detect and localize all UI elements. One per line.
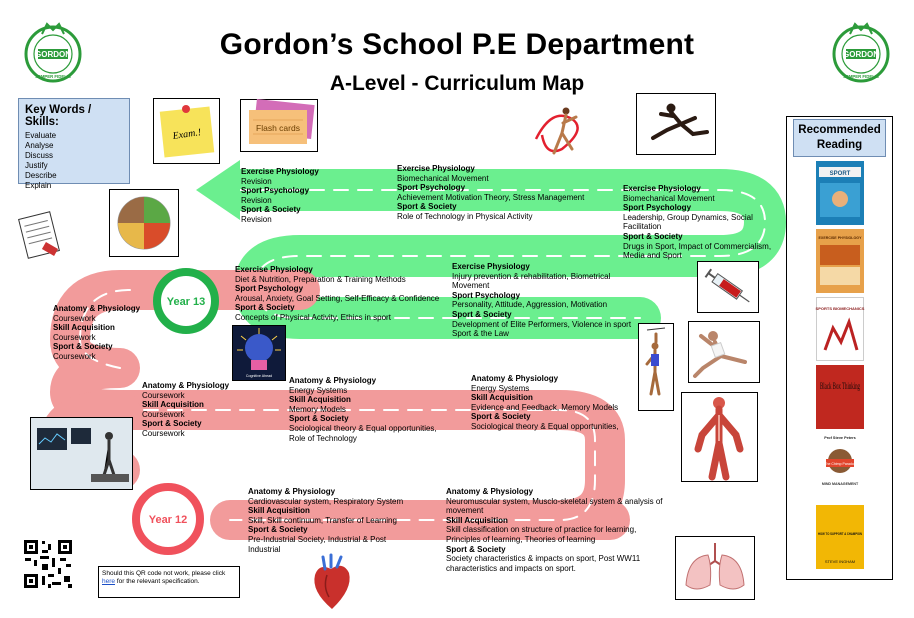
y13-mid-right-block: [452, 262, 638, 339]
y12-mid-right-block: [471, 374, 619, 432]
block-heading: Sport & Society: [446, 544, 506, 554]
page-subtitle: A-Level - Curriculum Map: [329, 72, 585, 95]
block-heading: Skill Acquisition: [53, 323, 115, 333]
recommended-reading-panel: [786, 116, 893, 580]
block-text: Revision: [241, 176, 272, 186]
specification-qr-code[interactable]: [22, 538, 74, 590]
block-text: Diet & Nutrition, Preparation & Training Methods: [235, 274, 406, 284]
crest-motto: SEMPER FIDELIS: [35, 74, 71, 79]
book-title: SPORTS BIOMECHANICS: [815, 306, 865, 311]
cognitive-label: Cognitive Ahead: [245, 374, 273, 378]
block-heading: Sport & Society: [53, 342, 113, 352]
block-heading: Skill Acquisition: [446, 515, 508, 525]
block-text: Development of Elite Performers, Violence in sport Sport & the Law: [452, 319, 632, 339]
y13-mid-left-block: [235, 265, 439, 323]
block-heading: Exercise Physiology: [623, 184, 701, 193]
book-cover-sport[interactable]: [816, 161, 864, 225]
y13-top-mid-block: [397, 164, 584, 222]
block-text: Achievement Motivation Theory, Stress Management: [397, 192, 585, 202]
year13-milestone: [148, 266, 224, 336]
key-word: Explain: [25, 181, 52, 190]
block-heading: Skill Acquisition: [248, 506, 310, 516]
block-heading: Anatomy & Physiology: [53, 304, 141, 313]
school-crest-left: [24, 20, 82, 84]
block-heading: Sport & Society: [235, 303, 295, 313]
block-heading: Sport Psychology: [623, 203, 692, 213]
block-text: Skill, Skill continuum, Transfer of Learning: [248, 515, 397, 525]
flash-cards-image: [240, 99, 318, 152]
block-heading: Sport & Society: [452, 309, 512, 319]
medical-report-image: [13, 211, 65, 259]
block-heading: Sport & Society: [471, 412, 531, 422]
block-text: Coursework: [53, 332, 96, 342]
block-heading: Skill Acquisition: [289, 395, 351, 405]
qr-note-text-end: for the relevant specification.: [116, 578, 200, 585]
block-heading: Sport Psychology: [397, 183, 466, 193]
block-text: Sociological theory & Equal opportunities, Role of Technology: [289, 423, 437, 443]
block-heading: Sport & Society: [397, 202, 457, 212]
page-title: Gordon’s School P.E Department: [219, 28, 695, 61]
book-cover-exercise-physiology[interactable]: [816, 229, 864, 293]
y12-coursework-block: [142, 381, 229, 439]
coursework-left-block: [53, 304, 140, 362]
book-cover-black-box-thinking[interactable]: [816, 365, 864, 429]
block-text: Neuromuscular system, Musclo-skeletal system & analysis of movement: [446, 496, 663, 516]
block-heading: Anatomy & Physiology: [289, 376, 377, 385]
block-heading: Sport & Society: [248, 525, 308, 535]
key-word: Justify: [25, 161, 48, 170]
qr-note-text: Should this QR code not work, please click: [102, 570, 226, 577]
key-word: Describe: [25, 171, 57, 180]
block-text: Role of Technology in Physical Activity: [397, 211, 533, 221]
block-heading: Anatomy & Physiology: [248, 487, 336, 496]
y13-top-right-block: [623, 184, 783, 261]
gymnast-ribbon-image: [532, 99, 590, 159]
muscular-system-image: [681, 392, 758, 482]
lungs-image: [675, 536, 755, 600]
book-subtitle: MIND MANAGEMENT: [821, 482, 859, 486]
green-road-arrowhead: [196, 160, 240, 220]
exam-note-image: [153, 98, 220, 164]
key-words-heading: Key Words / Skills:: [25, 104, 92, 128]
stretching-image: [688, 321, 760, 383]
block-text: Coursework: [142, 428, 185, 438]
block-text: Coursework: [142, 409, 185, 419]
y12-mid-center-block: [289, 376, 449, 443]
block-heading: Sport & Society: [623, 231, 683, 241]
heart-image: [309, 553, 355, 613]
block-heading: Sport Psychology: [235, 284, 304, 294]
year13-label: Year 13: [166, 296, 206, 308]
block-text: Coursework: [142, 390, 185, 400]
block-heading: Sport Psychology: [452, 290, 521, 300]
school-crest-right: [832, 20, 890, 84]
block-text: Society characteristics & impacts on sport, Post WW11 characteristics and impacts on sport.: [446, 554, 641, 573]
year12-label: Year 12: [148, 514, 188, 526]
sprinter-image: [636, 93, 716, 155]
crest-text: GORDON: [35, 50, 71, 59]
block-heading: Exercise Physiology: [452, 262, 530, 271]
block-text: Memory Models: [289, 404, 346, 414]
block-heading: Sport & Society: [241, 205, 301, 215]
key-word: Analyse: [25, 141, 54, 150]
y12-bottom-right-block: [446, 487, 668, 573]
book-cover-sports-biomechanics[interactable]: [816, 297, 864, 361]
block-heading: Sport & Society: [289, 414, 349, 424]
block-heading: Sport Psychology: [241, 186, 310, 196]
specification-link[interactable]: here: [102, 578, 116, 585]
book-title: HOW TO SUPPORT A CHAMPION: [818, 532, 863, 536]
book-author: STEVE INGHAM: [824, 559, 856, 564]
block-text: Concepts of Physical Activity, Ethics in sport: [235, 312, 391, 322]
block-text: Energy Systems: [289, 385, 348, 395]
syringe-image: [697, 261, 759, 313]
key-word: Discuss: [25, 151, 54, 160]
block-text: Cardiovascular system, Respiratory System: [248, 496, 404, 506]
block-text: Biomechanical Movement: [623, 193, 715, 203]
book-cover-support-a-champion[interactable]: [816, 505, 864, 569]
lab-testing-image: [30, 417, 133, 490]
crest-text: GORDON: [843, 50, 879, 59]
y13-revision-block: [241, 167, 319, 225]
block-text: Sociological theory & Equal opportunities,: [471, 421, 619, 431]
block-heading: Exercise Physiology: [397, 164, 475, 173]
block-text: Revision: [241, 214, 272, 224]
high-jump-image: [638, 323, 674, 411]
block-heading: Sport & Society: [142, 419, 202, 429]
block-heading: Skill Acquisition: [142, 400, 204, 410]
book-author: Prof Steve Peters: [824, 436, 856, 440]
block-text: Skill classification on structure of practice for learning, Principles of learning, Theories of learning: [446, 525, 637, 544]
healthy-plate-image: [109, 189, 179, 257]
exam-note-text: Exam.!: [171, 127, 202, 142]
block-heading: Skill Acquisition: [471, 393, 533, 403]
crest-motto: SEMPER FIDELIS: [843, 74, 879, 79]
block-text: Coursework: [53, 313, 96, 323]
block-text: Drugs in Sport, Impact of Commercialism, Media and Sport: [623, 241, 772, 261]
book-cover-chimp-paradox[interactable]: [816, 433, 864, 497]
book-title: EXERCISE PHYSIOLOGY: [818, 236, 862, 240]
block-text: Revision: [241, 195, 272, 205]
book-title: The Chimp Paradox: [824, 462, 856, 466]
block-heading: Anatomy & Physiology: [471, 374, 559, 383]
block-text: Biomechanical Movement: [397, 173, 489, 183]
book-title: Black Box Thinking: [820, 382, 861, 392]
block-text: Arousal, Anxiety, Goal Setting, Self-Efficacy & Confidence: [235, 293, 440, 303]
y12-bottom-left-block: [248, 487, 408, 554]
block-text: Injury prevention & rehabilitation, Biometrical Movement: [452, 271, 611, 291]
block-heading: Exercise Physiology: [235, 265, 313, 274]
block-text: Coursework: [53, 351, 96, 361]
cognitive-brain-image: [232, 325, 286, 381]
key-words-box: [18, 98, 130, 190]
flash-cards-text: Flash cards: [256, 123, 300, 133]
block-heading: Anatomy & Physiology: [446, 487, 534, 496]
year12-milestone: [126, 481, 210, 557]
block-heading: Anatomy & Physiology: [142, 381, 230, 390]
block-text: Evidence and Feedback, Memory Models: [471, 402, 619, 412]
key-word: Evaluate: [25, 131, 57, 140]
block-text: Leadership, Group Dynamics, Social Facilitation: [623, 212, 753, 232]
block-text: Pre-Industrial Society, Industrial & Post Industrial: [248, 534, 387, 554]
qr-note: [98, 566, 240, 598]
recommended-reading-heading: Recommended Reading: [793, 119, 886, 157]
block-text: Energy Systems: [471, 383, 530, 393]
block-text: Personality, Attitude, Aggression, Motivation: [452, 300, 608, 310]
block-heading: Exercise Physiology: [241, 167, 319, 176]
book-title: SPORT: [829, 171, 851, 177]
